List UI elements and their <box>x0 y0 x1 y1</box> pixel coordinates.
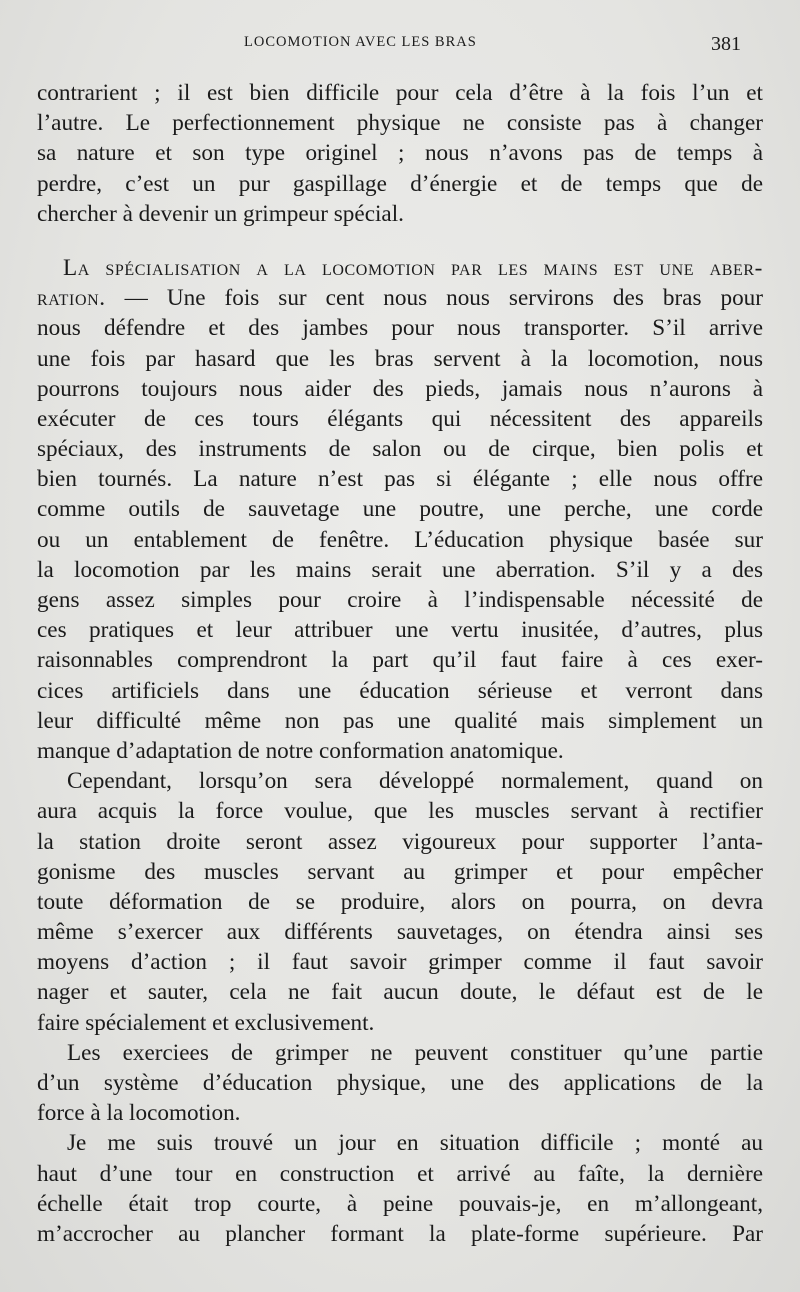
text-line: l’autre. Le perfectionnement physique ne consiste pas à changer <box>37 110 763 137</box>
text-line: faire spécialement et exclusivement. <box>37 1009 375 1036</box>
text-line: la locomotion par les mains serait une aberration. S’il y a des <box>37 556 763 583</box>
running-title: LOCOMOTION AVEC LES BRAS <box>244 34 477 50</box>
text-line: d’un système d’éducation physique, une des applications de la <box>37 1070 763 1096</box>
text-line: gonisme des muscles servant au grimper et pour empêcher <box>37 858 763 885</box>
text-line: une fois par hasard que les bras servent à la locomotion, nous <box>37 345 763 372</box>
text-line: Je me suis trouvé un jour en situation difficile ; monté au <box>67 1130 763 1157</box>
text-line: leur difficulté même non pas une qualité mais simplement un <box>37 707 763 734</box>
paragraph <box>37 1038 763 1129</box>
text-line: sa nature et son type originel ; nous n’avons pas de temps à <box>37 140 763 167</box>
text-line: toute déformation de se produire, alors on pourra, on devra <box>37 888 763 915</box>
text-line: Les exerciees de grimper ne peuvent constituer qu’une partie <box>67 1039 763 1066</box>
text-line: nager et sauter, cela ne fait aucun doute, le défaut est de le <box>37 979 763 1006</box>
paragraph <box>37 766 763 1038</box>
text-line: aura acquis la force voulue, que les muscles servant à rectifier <box>37 798 763 825</box>
text-line: échelle était trop courte, à peine pouvais-je, en m’allongeant, <box>37 1190 763 1217</box>
text-line: même s’exercer aux différents sauvetages, on étendra ainsi ses <box>37 919 763 946</box>
text-line: ces pratiques et leur attribuer une vertu inusitée, d’autres, plus <box>37 617 763 644</box>
text-line: moyens d’action ; il faut savoir grimper comme il faut savoir <box>37 949 763 976</box>
text-line: raisonnables comprendront la part qu’il faut faire à ces exer- <box>37 647 763 674</box>
running-header <box>0 34 800 58</box>
text-line <box>37 283 763 313</box>
text-line: perdre, c’est un pur gaspillage d’énergie et de temps que de <box>37 170 763 197</box>
text-line: ou un entablement de fenêtre. L’éducation physique basée sur <box>37 526 763 553</box>
text-line: force à la locomotion. <box>37 1100 241 1127</box>
text-line: contrarient ; il est bien difficile pour cela d’être à la fois l’un et <box>37 80 763 106</box>
text-line: la station droite seront assez vigoureux pour supporter l’anta- <box>37 828 763 855</box>
text-line: gens assez simples pour croire à l’indispensable nécessité de <box>37 587 763 613</box>
section-heading: La spécialisation a la locomotion par les mains est une aber- <box>63 254 763 281</box>
paragraph <box>37 1128 763 1249</box>
text-line: spéciaux, des instruments de salon ou de cirque, bien polis et <box>37 436 763 463</box>
paragraph <box>37 78 763 229</box>
text-line: comme outils de sauvetage une poutre, une perche, une corde <box>37 496 763 523</box>
text-line: pourrons toujours nous aider des pieds, jamais nous n’aurons à <box>37 375 763 402</box>
text-line: manque d’adaptation de notre conformation anatomique. <box>37 737 564 764</box>
page-number: 381 <box>711 33 741 55</box>
section-heading-continued: ration. <box>37 285 106 312</box>
body-text <box>37 78 763 1249</box>
paragraph <box>37 253 763 766</box>
text-line: chercher à devenir un grimpeur spécial. <box>37 200 404 227</box>
text-span: — Une fois sur cent nous nous servirons des bras pour <box>105 285 763 312</box>
text-line: nous défendre et des jambes pour nous transporter. S’il arrive <box>37 315 763 342</box>
text-line: m’accrocher au plancher formant la plate-forme supérieure. Par <box>37 1220 763 1247</box>
text-line <box>37 253 763 283</box>
section-gap <box>37 229 763 253</box>
text-line: bien tournés. La nature n’est pas si élégante ; elle nous offre <box>37 466 763 493</box>
text-line: exécuter de ces tours élégants qui nécessitent des appareils <box>37 405 763 432</box>
text-line: Cependant, lorsqu’on sera développé normalement, quand on <box>67 768 763 795</box>
text-line: haut d’une tour en construction et arrivé au faîte, la dernière <box>37 1160 763 1187</box>
text-line: cices artificiels dans une éducation sérieuse et verront dans <box>37 677 763 704</box>
